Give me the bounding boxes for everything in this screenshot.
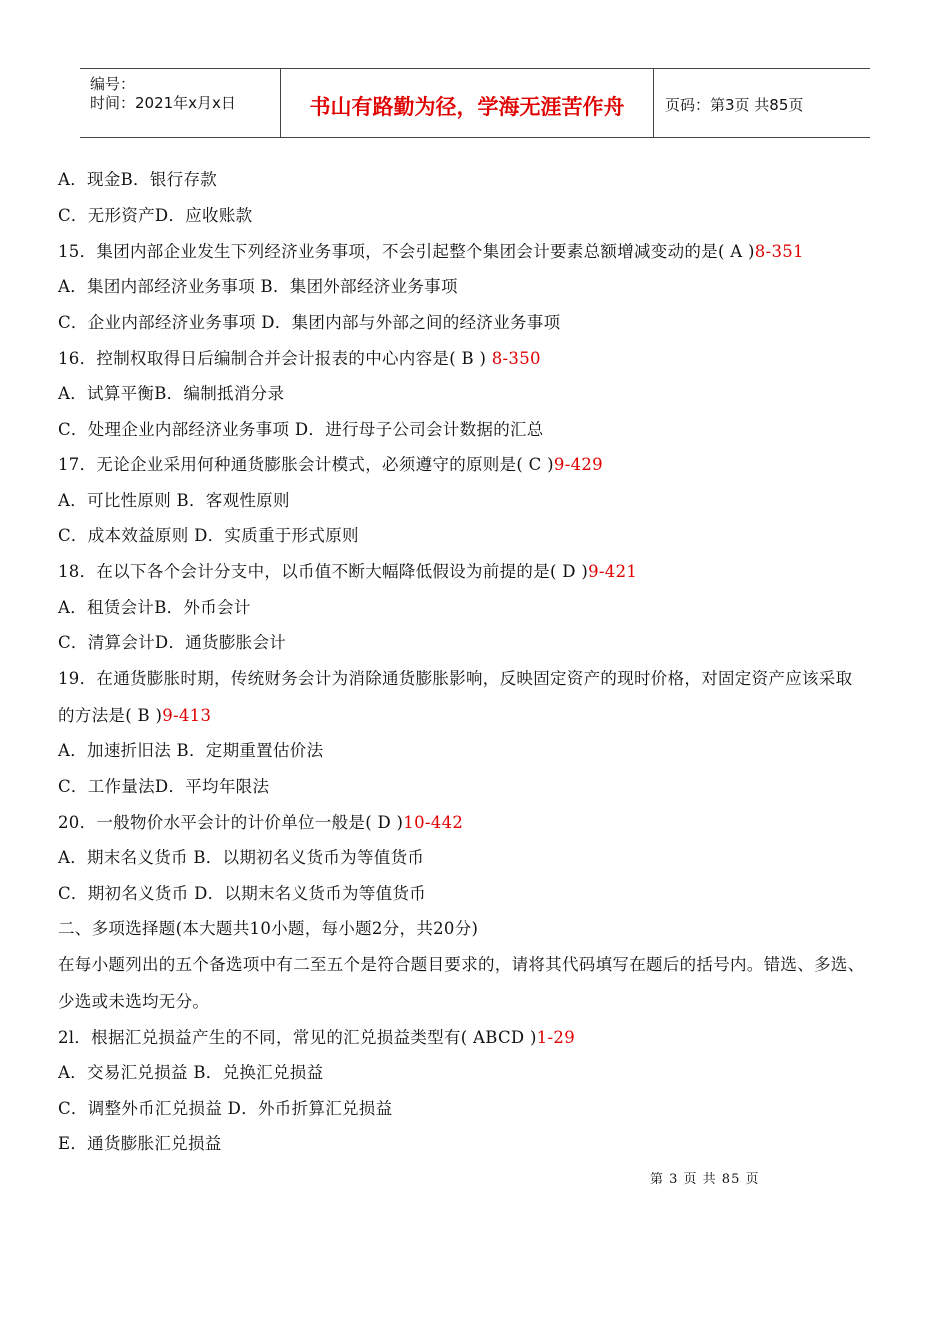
line-text: 二、多项选择题(本大题共10小题，每小题2分，共20分) — [58, 919, 479, 938]
line-text: 17．无论企业采用何种通货膨胀会计模式，必须遵守的原则是( C ) — [58, 455, 554, 474]
page-reference: 8-351 — [754, 242, 804, 261]
text-line — [58, 1024, 575, 1048]
line-text: 的方法是( B ) — [58, 706, 163, 725]
line-text: 15．集团内部企业发生下列经济业务事项，不会引起整个集团会计要素总额增减变动的是( A ) — [58, 242, 755, 261]
line-text: A．交易汇兑损益 B．兑换汇兑损益 — [58, 1063, 324, 1082]
page-reference: 1-29 — [536, 1028, 576, 1047]
page-reference: 9-413 — [162, 706, 212, 725]
line-text: C．清算会计D．通货膨胀会计 — [58, 633, 287, 652]
text-line — [58, 773, 269, 797]
page-footer: 第 3 页 共 85 页 — [650, 1172, 760, 1187]
line-text: A．试算平衡B．编制抵消分录 — [58, 384, 285, 403]
page-reference: 9-429 — [553, 455, 603, 474]
text-line — [58, 238, 804, 262]
line-text: A．现金B．银行存款 — [58, 170, 218, 189]
line-text: 2l．根据汇兑损益产生的不同，常见的汇兑损益类型有( ABCD ) — [58, 1028, 537, 1047]
text-line — [58, 737, 323, 761]
text-line — [58, 273, 458, 297]
header-meta-cell — [80, 69, 281, 137]
text-line — [58, 202, 252, 226]
time-label: 时间：2021年x月x日 — [90, 94, 236, 112]
text-line — [58, 880, 426, 904]
text-line — [58, 594, 251, 618]
text-line — [58, 809, 463, 833]
line-text: C．处理企业内部经济业务事项 D．进行母子公司会计数据的汇总 — [58, 420, 544, 439]
text-line — [58, 309, 560, 333]
line-text: 19．在通货膨胀时期，传统财务会计为消除通货膨胀影响，反映固定资产的现时价格，对固定资产应该采取 — [58, 669, 853, 688]
page-reference: 10-442 — [403, 813, 464, 832]
line-text: C．调整外币汇兑损益 D．外币折算汇兑损益 — [58, 1099, 393, 1118]
line-text: E．通货膨胀汇兑损益 — [58, 1134, 222, 1153]
text-line — [58, 522, 359, 546]
text-line — [58, 629, 286, 653]
line-text: C．成本效益原则 D．实质重于形式原则 — [58, 526, 359, 545]
page-reference: 9-421 — [588, 562, 638, 581]
text-line — [58, 951, 864, 975]
text-line — [58, 915, 478, 939]
line-text: A．加速折旧法 B．定期重置估价法 — [58, 741, 324, 760]
header-motto-cell — [281, 69, 654, 137]
text-line — [58, 345, 541, 369]
line-text: 18．在以下各个会计分支中，以币值不断大幅降低假设为前提的是( D ) — [58, 562, 589, 581]
text-line — [58, 1130, 222, 1154]
text-line — [58, 487, 290, 511]
line-text: C．无形资产D．应收账款 — [58, 206, 253, 225]
line-text: A．可比性原则 B．客观性原则 — [58, 491, 290, 510]
page-code: 页码：第3页 共85页 — [665, 96, 804, 114]
text-line — [58, 844, 424, 868]
page-header — [80, 68, 870, 138]
text-line — [58, 1095, 392, 1119]
text-line — [58, 702, 211, 726]
text-line — [58, 166, 217, 190]
text-line — [58, 1059, 323, 1083]
motto: 书山有路勤为径，学海无涯苦作舟 — [309, 95, 625, 119]
line-text: C．企业内部经济业务事项 D．集团内部与外部之间的经济业务事项 — [58, 313, 561, 332]
line-text: A．期末名义货币 B．以期初名义货币为等值货币 — [58, 848, 425, 867]
text-line — [58, 558, 637, 582]
line-text: C．期初名义货币 D．以期末名义货币为等值货币 — [58, 884, 426, 903]
line-text: A．集团内部经济业务事项 B．集团外部经济业务事项 — [58, 277, 458, 296]
text-line — [58, 451, 603, 475]
text-line — [58, 665, 852, 689]
line-text: 16．控制权取得日后编制合并会计报表的中心内容是( B ) — [58, 349, 492, 368]
text-line — [58, 988, 209, 1012]
line-text: 少选或未选均无分。 — [58, 992, 210, 1011]
line-text: 在每小题列出的五个备选项中有二至五个是符合题目要求的，请将其代码填写在题后的括号内。错选、多选、 — [58, 955, 865, 974]
page-reference: 8-350 — [491, 349, 541, 368]
number-label: 编号： — [90, 75, 136, 93]
line-text: 20．一般物价水平会计的计价单位一般是( D ) — [58, 813, 404, 832]
text-line — [58, 380, 284, 404]
line-text: C．工作量法D．平均年限法 — [58, 777, 270, 796]
line-text: A．租赁会计B．外币会计 — [58, 598, 251, 617]
text-line — [58, 416, 544, 440]
